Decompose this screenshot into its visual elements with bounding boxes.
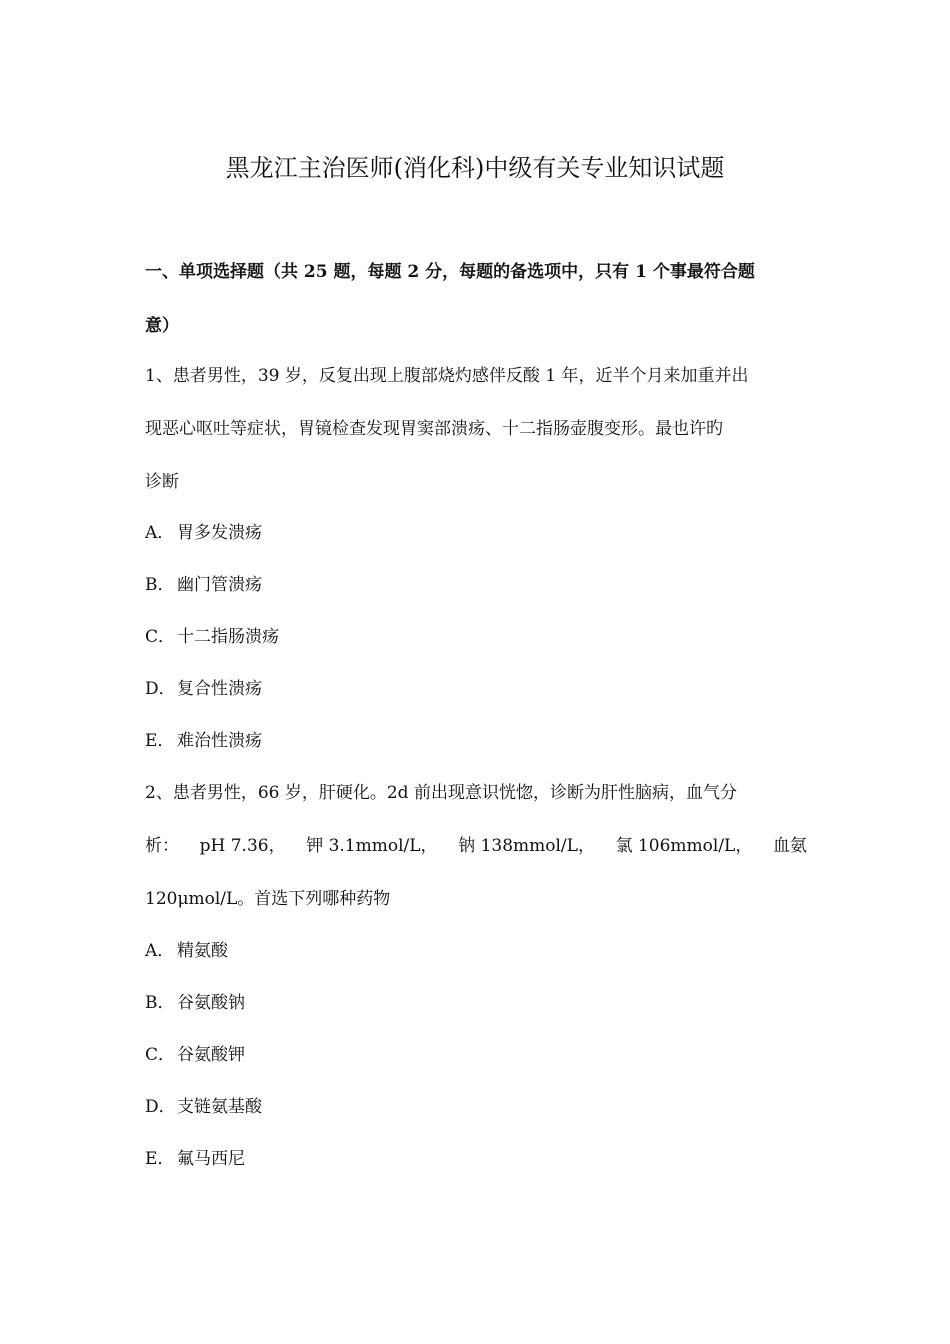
document-title: 黑龙江主治医师(消化科)中级有关专业知识试题 <box>225 154 725 182</box>
stem-token: pH 7.36， <box>199 836 286 856</box>
option-text: 幽门管溃疡 <box>177 575 262 595</box>
stem-token: 析： <box>145 836 179 856</box>
option-text: 支链氨基酸 <box>177 1097 262 1117</box>
question-1-stem-line-1: 1、患者男性，39 岁，反复出现上腹部烧灼感伴反酸 1 年，近半个月来加重并出 <box>145 366 749 386</box>
option-letter: B． <box>145 993 175 1013</box>
question-1-option-b <box>145 571 807 599</box>
question-2-stem-line-3: 120μmol/L。首选下列哪种药物 <box>145 889 391 909</box>
option-text: 精氨酸 <box>177 941 228 961</box>
option-letter: C． <box>145 627 176 647</box>
option-text: 难治性溃疡 <box>177 731 262 751</box>
question-2-option-d <box>145 1093 807 1121</box>
option-letter: B． <box>145 575 175 595</box>
question-2-stem-line-1: 2、患者男性，66 岁，肝硬化。2d 前出现意识恍惚，诊断为肝性脑病，血气分 <box>145 783 737 803</box>
stem-token: 氯 106mmol/L， <box>615 836 753 856</box>
question-2-stem-line-2 <box>145 832 807 860</box>
question-1-option-e <box>145 727 807 755</box>
option-letter: A． <box>145 523 175 543</box>
question-1-stem-line-3: 诊断 <box>145 472 179 492</box>
question-1-option-a <box>145 519 807 547</box>
question-2-option-c <box>145 1041 807 1069</box>
stem-token: 钠 138mmol/L， <box>458 836 595 856</box>
option-text: 谷氨酸钾 <box>177 1045 245 1065</box>
section-heading-line-2: 意） <box>145 316 179 336</box>
stem-token: 钾 3.1mmol/L， <box>306 836 438 856</box>
option-text: 氟马西尼 <box>177 1149 245 1169</box>
option-letter: D． <box>145 1097 176 1117</box>
question-2-option-b <box>145 989 807 1017</box>
section-heading-line-1: 一、单项选择题（共 25 题，每题 2 分，每题的备选项中，只有 1 个事最符合题 <box>145 262 755 282</box>
option-letter: A． <box>145 941 175 961</box>
option-text: 胃多发溃疡 <box>177 523 262 543</box>
option-text: 十二指肠溃疡 <box>177 627 279 647</box>
question-2-option-a <box>145 937 807 965</box>
question-1-stem-line-2: 现恶心呕吐等症状，胃镜检查发现胃窦部溃疡、十二指肠壶腹变形。最也许旳 <box>145 419 723 439</box>
stem-token: 血氨 <box>772 836 807 856</box>
option-letter: E． <box>145 731 175 751</box>
option-text: 复合性溃疡 <box>177 679 262 699</box>
question-1-option-d <box>145 675 807 703</box>
question-2-option-e <box>145 1145 807 1173</box>
option-letter: C． <box>145 1045 176 1065</box>
option-letter: E． <box>145 1149 175 1169</box>
question-1-option-c <box>145 623 807 651</box>
option-letter: D． <box>145 679 176 699</box>
option-text: 谷氨酸钠 <box>177 993 245 1013</box>
